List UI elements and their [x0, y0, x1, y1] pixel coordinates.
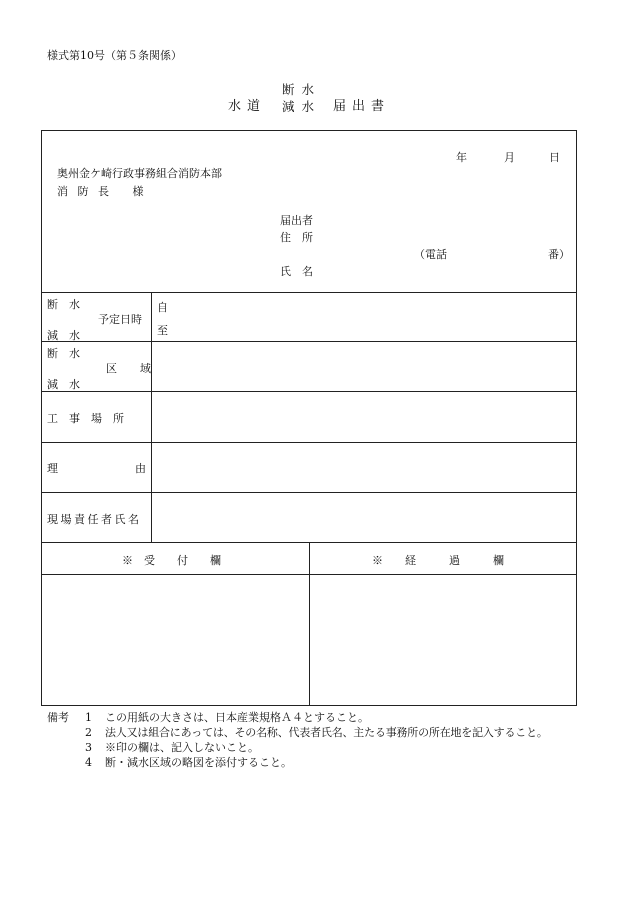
day-label: 日	[549, 151, 560, 164]
divider	[41, 391, 577, 392]
divider	[41, 341, 577, 342]
form-number: 様式第10号（第５条関係）	[47, 49, 182, 62]
office-column-divider	[309, 542, 310, 706]
area-label-mid: 区 域	[106, 362, 157, 375]
note-number: 2	[85, 726, 92, 739]
schedule-from-label: 自	[157, 301, 168, 314]
manager-name-label: 現場責任者氏名	[47, 513, 142, 526]
schedule-label-lower: 減 水	[47, 329, 80, 342]
divider	[41, 292, 577, 293]
addressee-title: 消 防 長 様	[57, 185, 147, 198]
schedule-label-mid: 予定日時	[98, 313, 142, 326]
title-lower: 減水	[282, 99, 322, 114]
reason-label-right: 由	[135, 462, 146, 475]
schedule-to-label: 至	[157, 324, 168, 337]
name-label: 氏 名	[280, 265, 313, 278]
addressee-org: 奥州金ケ崎行政事務組合消防本部	[57, 167, 222, 180]
phone-open: （電話	[414, 248, 447, 261]
note-number: 3	[85, 741, 92, 754]
area-label-upper: 断 水	[47, 347, 80, 360]
title-part2: 届出書	[333, 99, 391, 114]
title-upper: 断水	[282, 82, 322, 97]
year-label: 年	[456, 151, 467, 164]
note-number: 4	[85, 756, 92, 769]
phone-close: 番）	[548, 248, 570, 261]
divider	[41, 492, 577, 493]
notes-heading: 備考	[47, 711, 69, 724]
note-text: 法人又は組合にあっては、その名称、代表者氏名、主たる事務所の所在地を記入すること。	[105, 726, 548, 739]
month-label: 月	[504, 151, 515, 164]
submitter-label: 届出者	[280, 214, 313, 227]
divider	[41, 442, 577, 443]
note-text: この用紙の大きさは、日本産業規格Ａ４とすること。	[105, 711, 369, 724]
reason-label-left: 理	[47, 462, 58, 475]
progress-column-header: ※ 経 過 欄	[372, 554, 504, 567]
title-part1: 水道	[228, 99, 267, 114]
note-text: 断・減水区域の略図を添付すること。	[105, 756, 292, 769]
note-number: 1	[85, 711, 92, 724]
address-label: 住 所	[280, 231, 313, 244]
schedule-label-upper: 断 水	[47, 298, 80, 311]
reception-column-header: ※ 受 付 欄	[122, 554, 221, 567]
site-label: 工事場所	[47, 412, 135, 425]
note-text: ※印の欄は、記入しないこと。	[105, 741, 259, 754]
area-label-lower: 減 水	[47, 378, 80, 391]
label-column-divider	[151, 292, 152, 542]
